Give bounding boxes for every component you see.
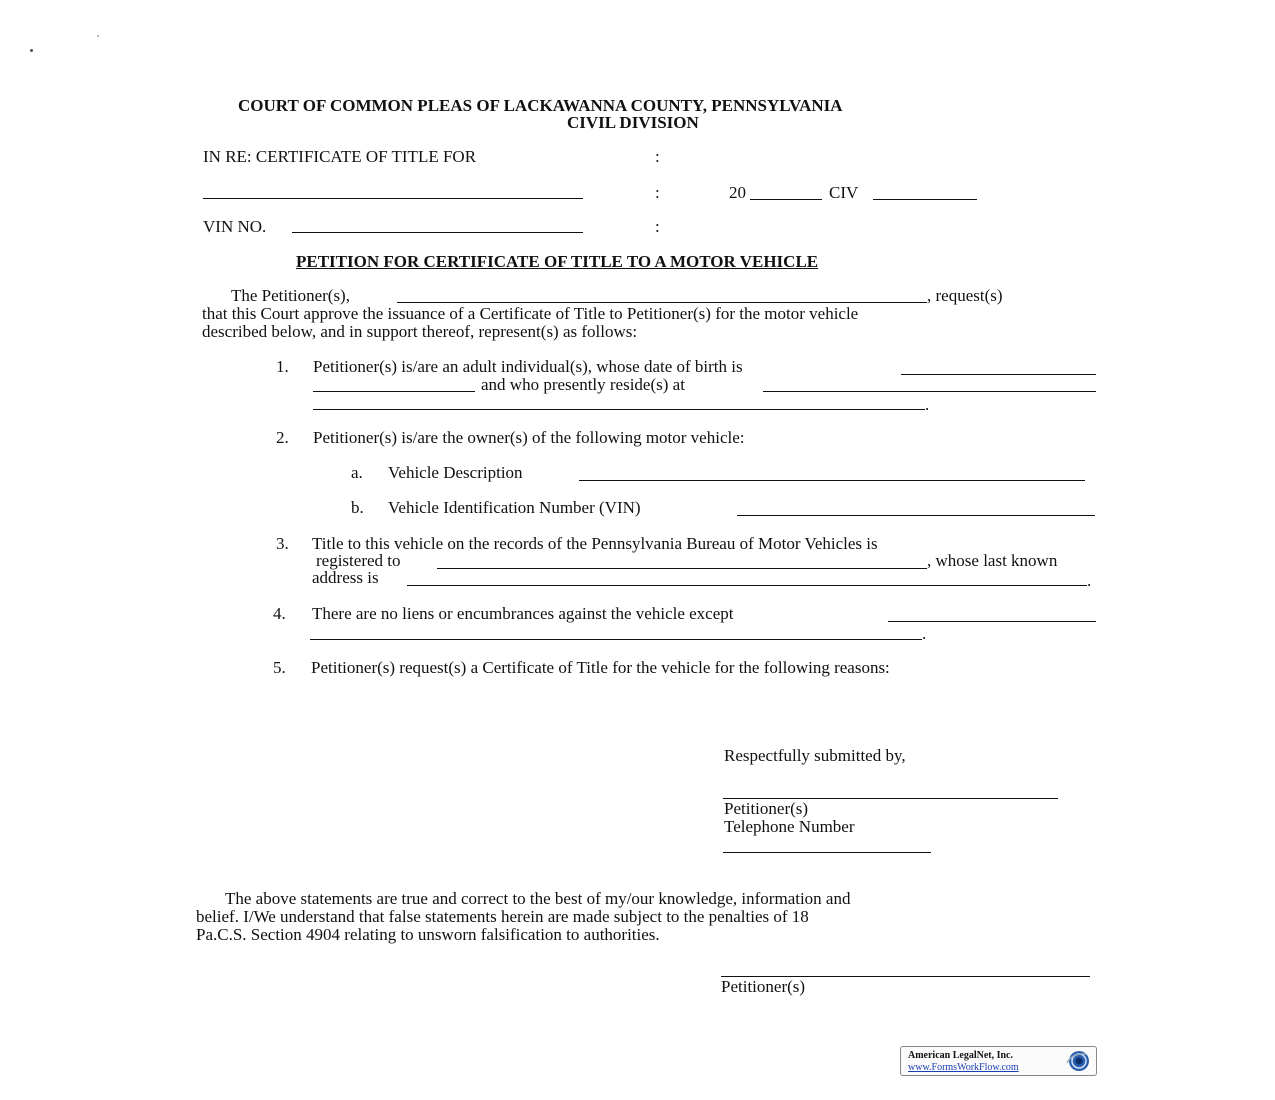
logo-url[interactable]: www.FormsWorkFlow.com — [908, 1062, 1019, 1073]
item-4-line-1: There are no liens or encumbrances against the vehicle except — [312, 604, 734, 623]
verification-line-3: Pa.C.S. Section 4904 relating to unsworn falsification to authorities. — [196, 925, 660, 944]
vehicle-description-field[interactable] — [579, 480, 1085, 481]
telephone-label: Telephone Number — [724, 817, 855, 836]
residence-address-field-cont[interactable] — [313, 409, 925, 410]
item-1-number: 1. — [276, 357, 289, 376]
caption-colon: : — [655, 183, 660, 202]
petitioner-name-field[interactable] — [397, 302, 927, 303]
scan-speck — [30, 49, 33, 52]
verification-line-1: The above statements are true and correct to the best of my/our knowledge, information and — [225, 889, 851, 908]
date-of-birth-field[interactable] — [901, 374, 1096, 375]
registered-owner-field[interactable] — [437, 568, 927, 569]
item-5-number: 5. — [273, 658, 286, 677]
scan-speck — [97, 35, 99, 37]
item-1-end: . — [925, 395, 930, 414]
item-4-number: 4. — [273, 604, 286, 623]
vehicle-description-label: Vehicle Description — [388, 463, 523, 482]
item-3-end: . — [1087, 571, 1092, 590]
item-1-line-1: Petitioner(s) is/are an adult individual(s), whose date of birth is — [313, 357, 743, 376]
verification-petitioner-label: Petitioner(s) — [721, 977, 806, 996]
last-known-address-field[interactable] — [407, 585, 1087, 586]
item-3-number: 3. — [276, 534, 289, 553]
item-2-number: 2. — [276, 428, 289, 447]
residence-address-field[interactable] — [763, 391, 1096, 392]
liens-field[interactable] — [888, 621, 1096, 622]
item-4-end: . — [922, 624, 927, 643]
item-3-line-1: Title to this vehicle on the records of the Pennsylvania Bureau of Motor Vehicles is — [312, 534, 878, 553]
respectfully-submitted: Respectfully submitted by, — [724, 746, 906, 765]
item-2-line-1: Petitioner(s) is/are the owner(s) of the following motor vehicle: — [313, 428, 745, 447]
item-2a-letter: a. — [351, 463, 363, 482]
title-holder-field[interactable] — [203, 198, 583, 199]
item-3-line-2-end: , whose last known — [927, 551, 1058, 570]
intro-line-1-end: , request(s) — [927, 286, 1003, 305]
petitioner-signature-label: Petitioner(s) — [724, 799, 809, 818]
intro-line-2: that this Court approve the issuance of a Certificate of Title to Petitioner(s) for the motor vehicle — [202, 304, 859, 323]
liens-field-cont[interactable] — [310, 639, 922, 640]
docket-year-field[interactable] — [750, 199, 822, 200]
verification-line-2: belief. I/We understand that false statements herein are made subject to the penalties of 18 — [196, 907, 809, 926]
item-2b-letter: b. — [351, 498, 364, 517]
division-name: CIVIL DIVISION — [567, 113, 699, 132]
petition-title: PETITION FOR CERTIFICATE OF TITLE TO A MOTOR VEHICLE — [296, 252, 819, 271]
globe-icon — [1064, 1049, 1092, 1073]
vehicle-vin-label: Vehicle Identification Number (VIN) — [388, 498, 641, 517]
telephone-field[interactable] — [723, 852, 931, 853]
docket-year-prefix: 20 — [729, 183, 746, 202]
item-3-line-2-start: registered to — [316, 551, 401, 570]
item-3-line-3: address is — [312, 568, 379, 587]
item-1-line-2: and who presently reside(s) at — [481, 375, 685, 394]
intro-line-1-start: The Petitioner(s), — [231, 286, 350, 305]
civ-label: CIV — [829, 183, 859, 202]
american-legalnet-logo[interactable] — [900, 1046, 1097, 1076]
docket-number-field[interactable] — [873, 199, 977, 200]
caption-colon: : — [655, 217, 660, 236]
vin-no-label: VIN NO. — [203, 217, 267, 236]
in-re-label: IN RE: CERTIFICATE OF TITLE FOR — [203, 147, 477, 166]
intro-line-3: described below, and in support thereof, represent(s) as follows: — [202, 322, 638, 341]
vin-no-field[interactable] — [292, 232, 583, 233]
item-5-line-1: Petitioner(s) request(s) a Certificate of Title for the vehicle for the following reasons: — [311, 658, 890, 677]
vehicle-vin-field[interactable] — [737, 515, 1095, 516]
caption-colon: : — [655, 147, 660, 166]
date-of-birth-field-cont[interactable] — [313, 391, 475, 392]
court-name: COURT OF COMMON PLEAS OF LACKAWANNA COUNTY, PENNSYLVANIA — [238, 96, 843, 115]
logo-company-name: American LegalNet, Inc. — [908, 1050, 1013, 1061]
